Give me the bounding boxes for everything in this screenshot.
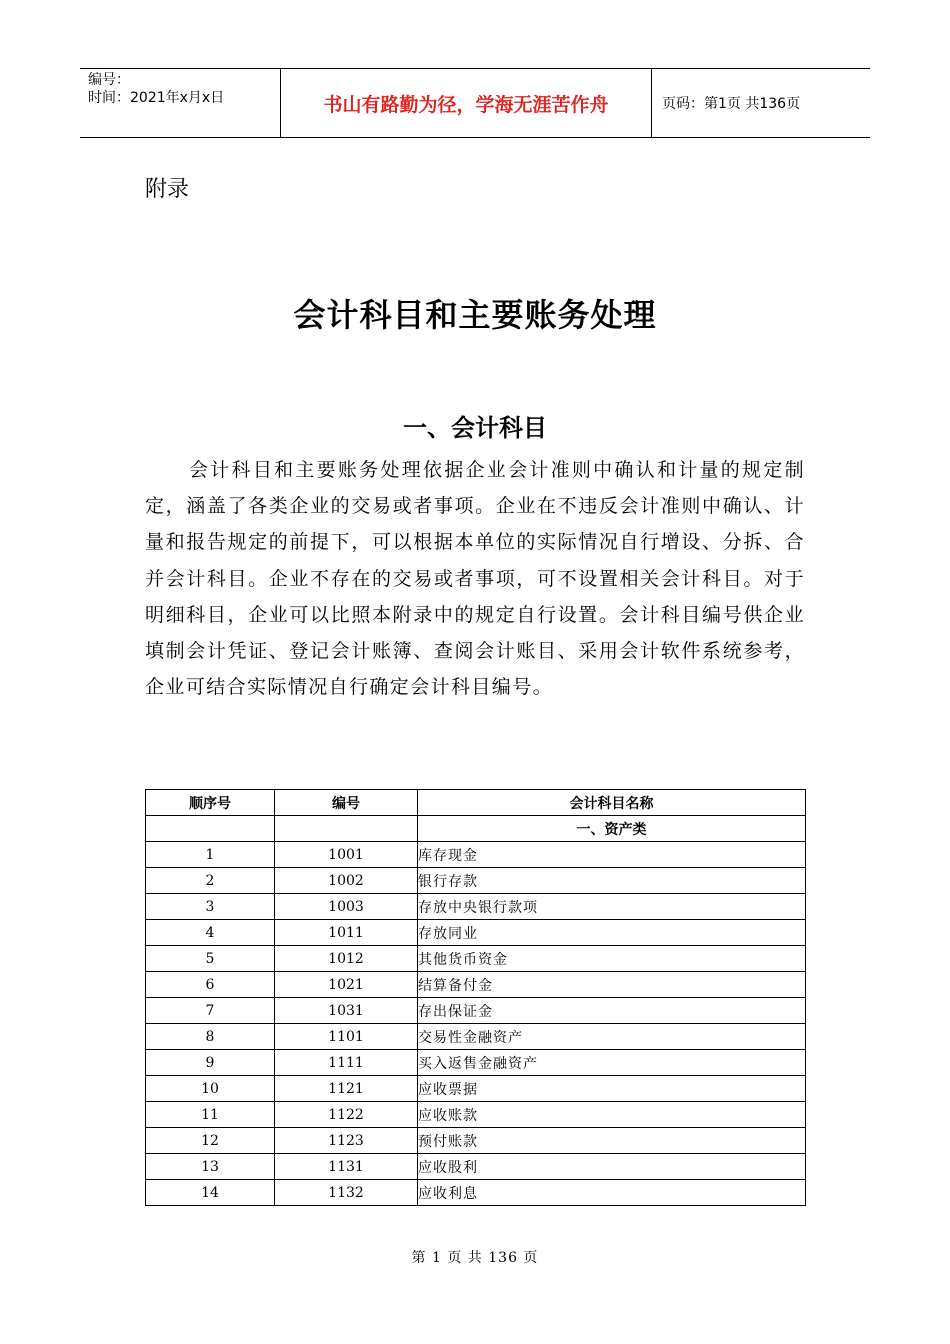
row-name-cell: 存放同业	[418, 920, 806, 946]
row-seq-cell: 14	[146, 1180, 275, 1206]
table-row	[146, 1050, 806, 1076]
header-meta	[80, 69, 280, 137]
header-motto: 书山有路勤为径，学海无涯苦作舟	[280, 69, 652, 137]
page-header	[80, 68, 870, 138]
row-name-cell: 预付账款	[418, 1128, 806, 1154]
row-code-cell: 1021	[275, 972, 418, 998]
row-seq-cell: 9	[146, 1050, 275, 1076]
row-name-cell: 银行存款	[418, 868, 806, 894]
row-name-cell: 应收账款	[418, 1102, 806, 1128]
document-time-label: 时间：2021年x月x日	[88, 90, 225, 106]
row-seq-cell: 6	[146, 972, 275, 998]
category-seq-cell	[146, 816, 275, 842]
table-row	[146, 1180, 806, 1206]
row-seq-cell: 13	[146, 1154, 275, 1180]
row-name-cell: 买入返售金融资产	[418, 1050, 806, 1076]
table-row	[146, 1024, 806, 1050]
row-seq-cell: 5	[146, 946, 275, 972]
row-name-cell: 库存现金	[418, 842, 806, 868]
row-seq-cell: 4	[146, 920, 275, 946]
row-seq-cell: 7	[146, 998, 275, 1024]
row-name-cell: 应收股利	[418, 1154, 806, 1180]
row-name-cell: 应收票据	[418, 1076, 806, 1102]
row-seq-cell: 8	[146, 1024, 275, 1050]
row-code-cell: 1123	[275, 1128, 418, 1154]
row-code-cell: 1002	[275, 868, 418, 894]
column-header-seq: 顺序号	[146, 790, 275, 816]
row-code-cell: 1031	[275, 998, 418, 1024]
row-seq-cell: 11	[146, 1102, 275, 1128]
row-name-cell: 应收利息	[418, 1180, 806, 1206]
table-row	[146, 1154, 806, 1180]
row-seq-cell: 10	[146, 1076, 275, 1102]
row-name-cell: 存放中央银行款项	[418, 894, 806, 920]
row-code-cell: 1111	[275, 1050, 418, 1076]
row-seq-cell: 1	[146, 842, 275, 868]
table-row	[146, 946, 806, 972]
table-row	[146, 894, 806, 920]
row-seq-cell: 12	[146, 1128, 275, 1154]
category-code-cell	[275, 816, 418, 842]
table-row	[146, 998, 806, 1024]
table-row	[146, 1102, 806, 1128]
header-page-info: 页码：第1页 共136页	[662, 96, 801, 112]
column-header-name: 会计科目名称	[418, 790, 806, 816]
table-header-row	[146, 790, 806, 816]
category-label: 一、资产类	[418, 816, 806, 842]
section-title: 一、会计科目	[403, 414, 547, 442]
row-code-cell: 1011	[275, 920, 418, 946]
table-row	[146, 842, 806, 868]
row-code-cell: 1121	[275, 1076, 418, 1102]
document-number-label: 编号：	[88, 72, 130, 88]
table-row	[146, 1076, 806, 1102]
category-row	[146, 816, 806, 842]
row-name-cell: 结算备付金	[418, 972, 806, 998]
table-row	[146, 972, 806, 998]
appendix-label: 附录	[145, 177, 190, 202]
row-code-cell: 1012	[275, 946, 418, 972]
table-row	[146, 868, 806, 894]
document-title: 会计科目和主要账务处理	[293, 296, 657, 334]
row-code-cell: 1003	[275, 894, 418, 920]
row-seq-cell: 3	[146, 894, 275, 920]
row-code-cell: 1101	[275, 1024, 418, 1050]
column-header-code: 编号	[275, 790, 418, 816]
page-footer: 第 1 页 共 136 页	[411, 1250, 539, 1266]
row-code-cell: 1131	[275, 1154, 418, 1180]
row-code-cell: 1001	[275, 842, 418, 868]
row-code-cell: 1122	[275, 1102, 418, 1128]
row-name-cell: 其他货币资金	[418, 946, 806, 972]
row-name-cell: 交易性金融资产	[418, 1024, 806, 1050]
table-row	[146, 920, 806, 946]
table-row	[146, 1128, 806, 1154]
row-name-cell: 存出保证金	[418, 998, 806, 1024]
row-code-cell: 1132	[275, 1180, 418, 1206]
row-seq-cell: 2	[146, 868, 275, 894]
accounts-table	[145, 789, 806, 1206]
intro-paragraph: 会计科目和主要账务处理依据企业会计准则中确认和计量的规定制定，涵盖了各类企业的交易或者事项。企业在不违反会计准则中确认、计量和报告规定的前提下，可以根据本单位的实际情况自行增设、分拆、合并会计科目。企业不存在的交易或者事项，可不设置相关会计科目。对于明细科目，企业可以比照本附录中的规定自行设置。会计科目编号供企业填制会计凭证、登记会计账簿、查阅会计账目、采用会计软件系统参考，企业可结合实际情况自行确定会计科目编号。	[145, 459, 805, 699]
